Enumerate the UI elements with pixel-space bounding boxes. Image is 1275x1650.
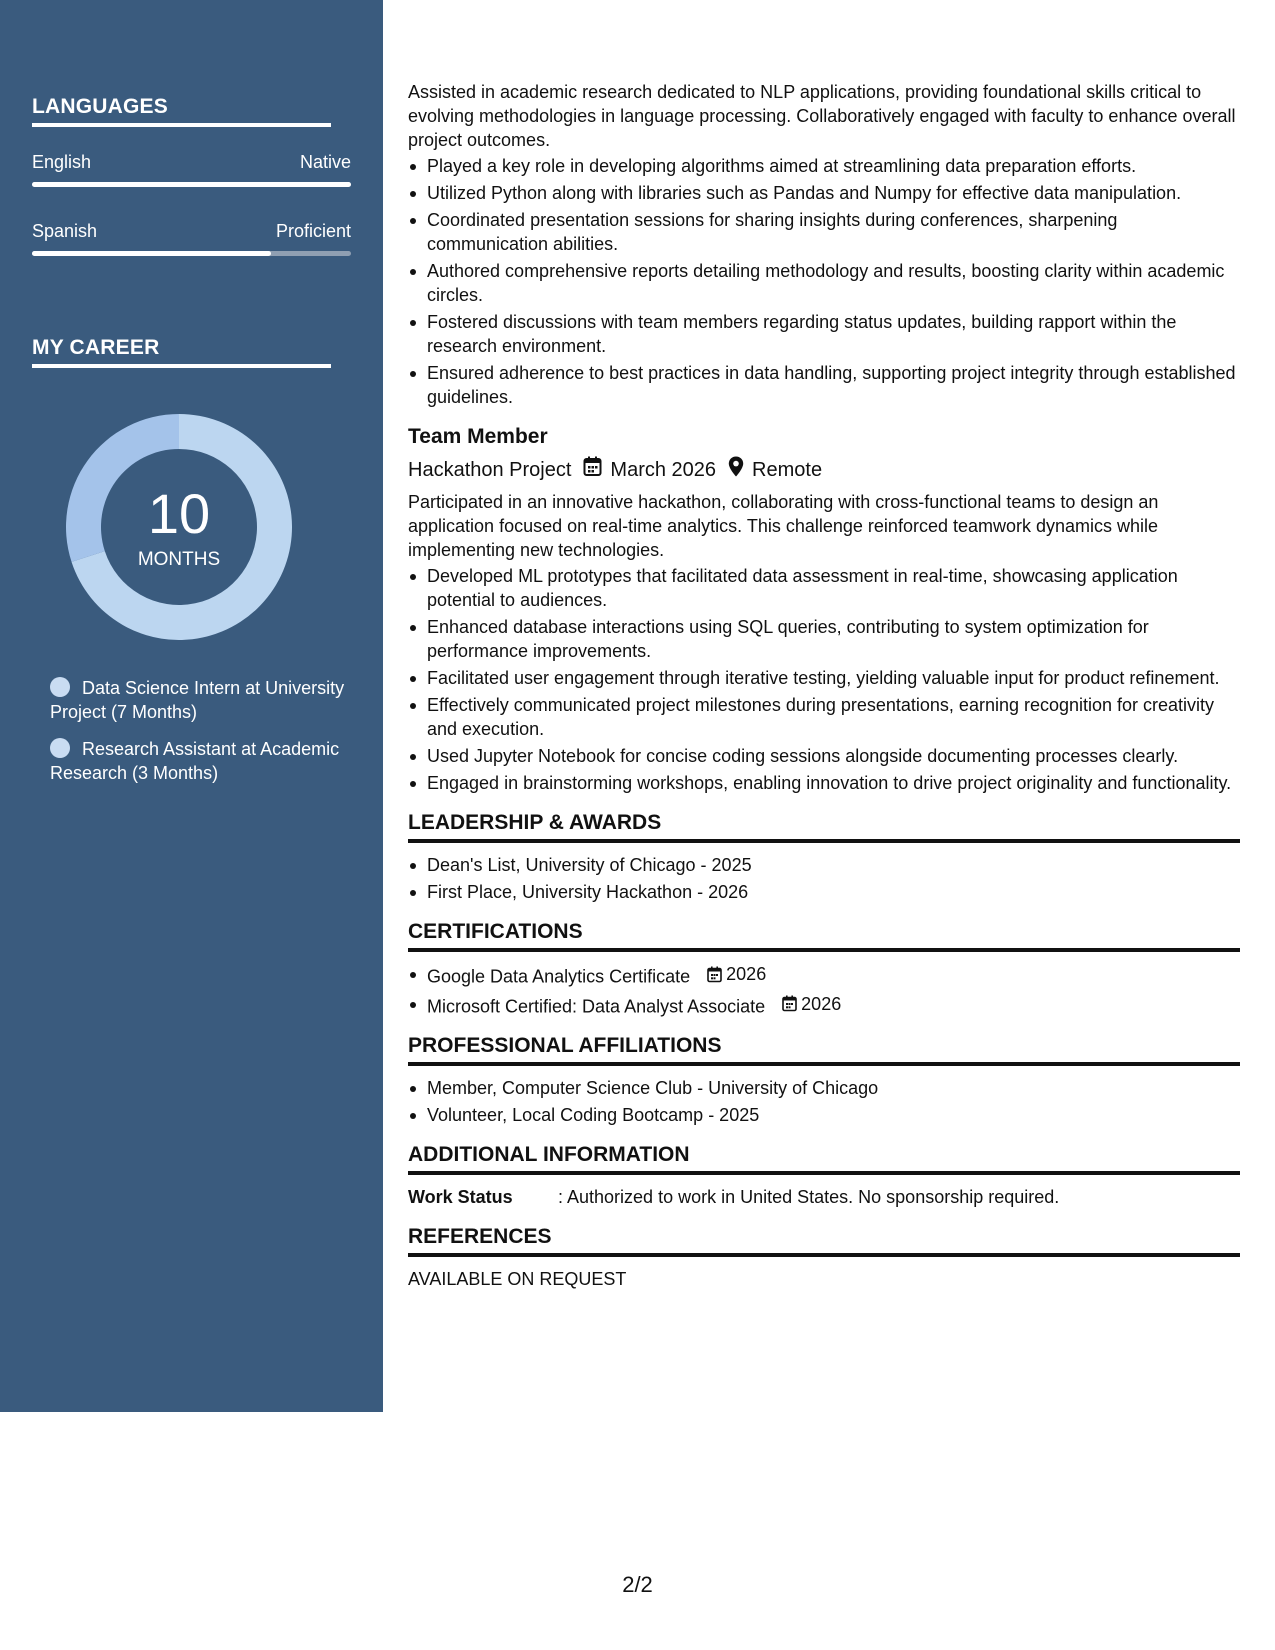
career-item-text: Research Assistant at Academic Research (3 Months): [50, 739, 340, 783]
main-content: [408, 80, 1240, 1291]
page-number: 2/2: [622, 1572, 653, 1597]
career-item-text: Data Science Intern at University Project (7 Months): [50, 678, 345, 722]
work-status-value: : Authorized to work in United States. No sponsorship required.: [558, 1187, 1060, 1207]
job-location: Remote: [752, 458, 823, 481]
certifications-list: [408, 962, 1240, 1018]
calendar-icon: [583, 456, 602, 483]
additional-info-heading: ADDITIONAL INFORMATION: [408, 1141, 1240, 1175]
certification-name: Google Data Analytics Certificate: [427, 966, 691, 987]
language-level: Native: [299, 152, 351, 172]
language-english: [32, 152, 351, 187]
affiliations-list: [408, 1076, 1240, 1127]
job-description: Assisted in academic research dedicated to NLP applications, providing foundational skills critical to evolving methodologies in language processing. Collaboratively engaged with faculty to enhance overall project outcomes.: [408, 82, 1236, 150]
language-name: Spanish: [32, 221, 98, 241]
language-bar: [32, 182, 351, 187]
job-organization: Hackathon Project: [408, 458, 572, 481]
certifications-heading: CERTIFICATIONS: [408, 918, 1240, 952]
references-heading: REFERENCES: [408, 1223, 1240, 1257]
list-item: Member, Computer Science Club - University of Chicago: [408, 1076, 1240, 1100]
language-bar-fill: [32, 182, 351, 187]
certification-name: Microsoft Certified: Data Analyst Associate: [427, 996, 766, 1016]
career-legend: [50, 676, 350, 798]
sidebar: [0, 0, 383, 1412]
affiliations-heading: PROFESSIONAL AFFILIATIONS: [408, 1032, 1240, 1066]
job-bullets: [408, 154, 1240, 409]
list-item: Volunteer, Local Coding Bootcamp - 2025: [408, 1103, 1240, 1127]
list-item: Enhanced database interactions using SQL queries, contributing to system optimization for performance improvements.: [408, 615, 1240, 663]
list-item: Effectively communicated project milestones during presentations, earning recognition for creativity and execution.: [408, 693, 1240, 741]
language-level: Proficient: [275, 221, 351, 241]
work-status-row: [408, 1185, 1240, 1209]
leadership-list: [408, 853, 1240, 904]
language-bar: [32, 251, 351, 256]
list-item: [408, 992, 1240, 1019]
career-total-months: 10: [147, 482, 211, 545]
map-pin-icon: [728, 456, 744, 483]
language-spanish: [32, 221, 351, 256]
legend-dot-icon: [50, 677, 70, 697]
list-item: Used Jupyter Notebook for concise coding sessions alongside documenting processes clearly.: [408, 744, 1240, 768]
list-item: [408, 962, 1240, 989]
calendar-icon: [782, 995, 797, 1012]
languages-heading: LANGUAGES: [32, 95, 331, 127]
list-item: First Place, University Hackathon - 2026: [408, 880, 1240, 904]
legend-dot-icon: [50, 738, 70, 758]
calendar-icon: [707, 966, 722, 983]
work-status-label: Work Status: [408, 1187, 513, 1207]
language-bar-fill: [32, 251, 271, 256]
career-heading: MY CAREER: [32, 336, 331, 368]
list-item: Ensured adherence to best practices in data handling, supporting project integrity through established guidelines.: [408, 361, 1240, 409]
leadership-heading: LEADERSHIP & AWARDS: [408, 809, 1240, 843]
job-title: Team Member: [408, 425, 548, 448]
career-total-unit: MONTHS: [137, 549, 221, 570]
list-item: Utilized Python along with libraries such as Pandas and Numpy for effective data manipulation.: [408, 181, 1240, 205]
list-item: Dean's List, University of Chicago - 2025: [408, 853, 1240, 877]
references-text: AVAILABLE ON REQUEST: [408, 1269, 627, 1289]
list-item: Authored comprehensive reports detailing methodology and results, boosting clarity within academic circles.: [408, 259, 1240, 307]
list-item: Fostered discussions with team members regarding status updates, building rapport within the research environment.: [408, 310, 1240, 358]
list-item: Engaged in brainstorming workshops, enabling innovation to drive project originality and functionality.: [408, 771, 1240, 795]
certification-year: 2026: [726, 964, 767, 984]
job-meta: [408, 456, 1240, 483]
job-date: March 2026: [610, 458, 717, 481]
list-item: Played a key role in developing algorithms aimed at streamlining data preparation efforts.: [408, 154, 1240, 178]
career-legend-item: [50, 737, 350, 785]
job-description: Participated in an innovative hackathon, collaborating with cross-functional teams to design an application focused on real-time analytics. This challenge reinforced teamwork dynamics while implementing new technologies.: [408, 492, 1159, 560]
list-item: Facilitated user engagement through iterative testing, yielding valuable input for product refinement.: [408, 666, 1240, 690]
career-legend-item: [50, 676, 350, 724]
list-item: Coordinated presentation sessions for sharing insights during conferences, sharpening communication abilities.: [408, 208, 1240, 256]
language-name: English: [32, 152, 92, 172]
job-bullets: [408, 564, 1240, 795]
certification-year: 2026: [801, 993, 842, 1014]
list-item: Developed ML prototypes that facilitated data assessment in real-time, showcasing application potential to audiences.: [408, 564, 1240, 612]
